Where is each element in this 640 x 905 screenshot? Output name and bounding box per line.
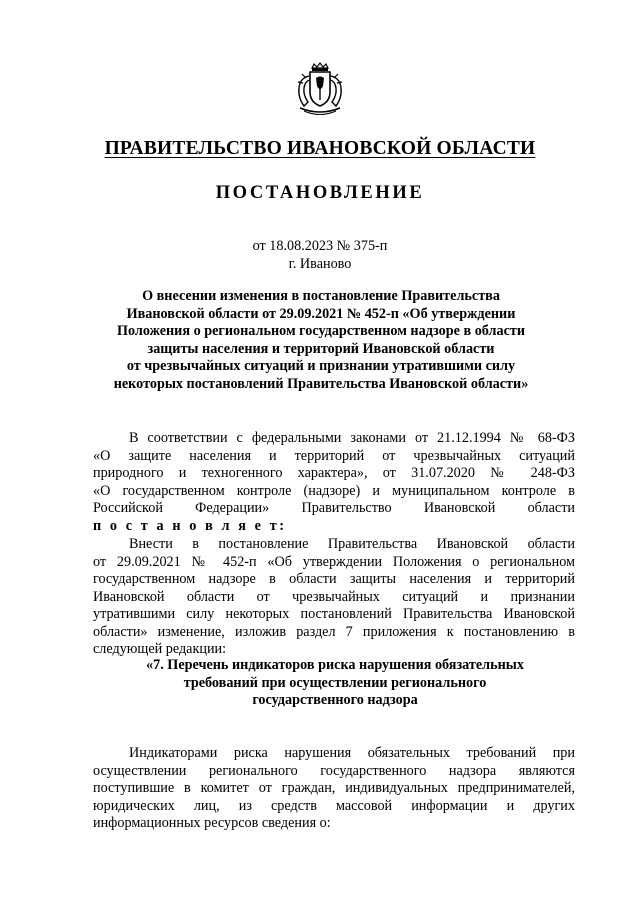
section-7-title <box>100 657 570 710</box>
text-line: области» изменение, изложив раздел 7 приложения к постановлению в <box>93 623 575 640</box>
coat-of-arms-emblem <box>294 62 346 118</box>
text-line: Индикаторами риска нарушения обязательных требований при <box>129 745 575 761</box>
text-line: В соответствии с федеральными законами от 21.12.1994 № 68-ФЗ <box>129 430 575 446</box>
text-line: утратившими силу некоторых постановлений Правительства Ивановской <box>93 606 575 623</box>
section-title-line: государственного надзора <box>252 692 418 709</box>
preamble-paragraph <box>93 430 575 535</box>
subject-line: от чрезвычайных ситуаций и признании утратившими силу <box>126 358 516 375</box>
subject-line: некоторых постановлений Правительства Ивановской области» <box>113 375 529 392</box>
subject-line: О внесении изменения в постановление Правительства <box>142 288 500 304</box>
text-line: «О государственном контроле (надзоре) и муниципальном контроле в <box>93 482 575 499</box>
organization-title: ПРАВИТЕЛЬСТВО ИВАНОВСКОЙ ОБЛАСТИ <box>104 138 536 159</box>
subject-line: защиты населения и территорий Ивановской области <box>147 340 495 357</box>
document-date-number: от 18.08.2023 № 375-п <box>252 238 388 254</box>
text-line: поступившие в комитет от граждан, индивидуальных предпринимателей, <box>93 780 575 797</box>
text-line: информационных ресурсов сведения о: <box>93 815 331 832</box>
operative-paragraph <box>93 536 575 659</box>
text-line: осуществлении регионального государственного надзора являются <box>93 762 575 779</box>
text-line: государственном надзоре в области защиты населения и территорий <box>93 571 575 588</box>
text-line: следующей редакции: <box>93 641 227 658</box>
indicators-paragraph <box>93 745 575 833</box>
section-title-line: «7. Перечень индикаторов риска нарушения обязательных <box>146 657 524 673</box>
text-line: «О защите населения и территорий от чрезвычайных ситуаций <box>93 447 575 464</box>
subject-line: Ивановской области от 29.09.2021 № 452-п «Об утверждении <box>126 305 516 322</box>
text-line: Внести в постановление Правительства Ивановской области <box>129 536 575 552</box>
document-type: ПОСТАНОВЛЕНИЕ <box>215 183 425 203</box>
document-city: г. Иваново <box>288 256 352 272</box>
subject-line: Положения о региональном государственном надзоре в области <box>116 323 526 340</box>
text-line: от 29.09.2021 № 452-п «Об утверждении Положения о региональном <box>93 553 575 570</box>
document-subject <box>86 288 556 394</box>
text-line: природного и техногенного характера», от 31.07.2020 № 248-ФЗ <box>93 465 575 482</box>
decree-word: п о с т а н о в л я е т: <box>93 517 287 534</box>
text-line: юридических лиц, из средств массовой информации и других <box>93 797 575 814</box>
text-line: Российской Федерации» Правительство Ивановской области <box>93 500 575 517</box>
text-line: Ивановской области от чрезвычайных ситуаций и признании <box>93 588 575 605</box>
section-title-line: требований при осуществлении регионального <box>183 674 487 691</box>
